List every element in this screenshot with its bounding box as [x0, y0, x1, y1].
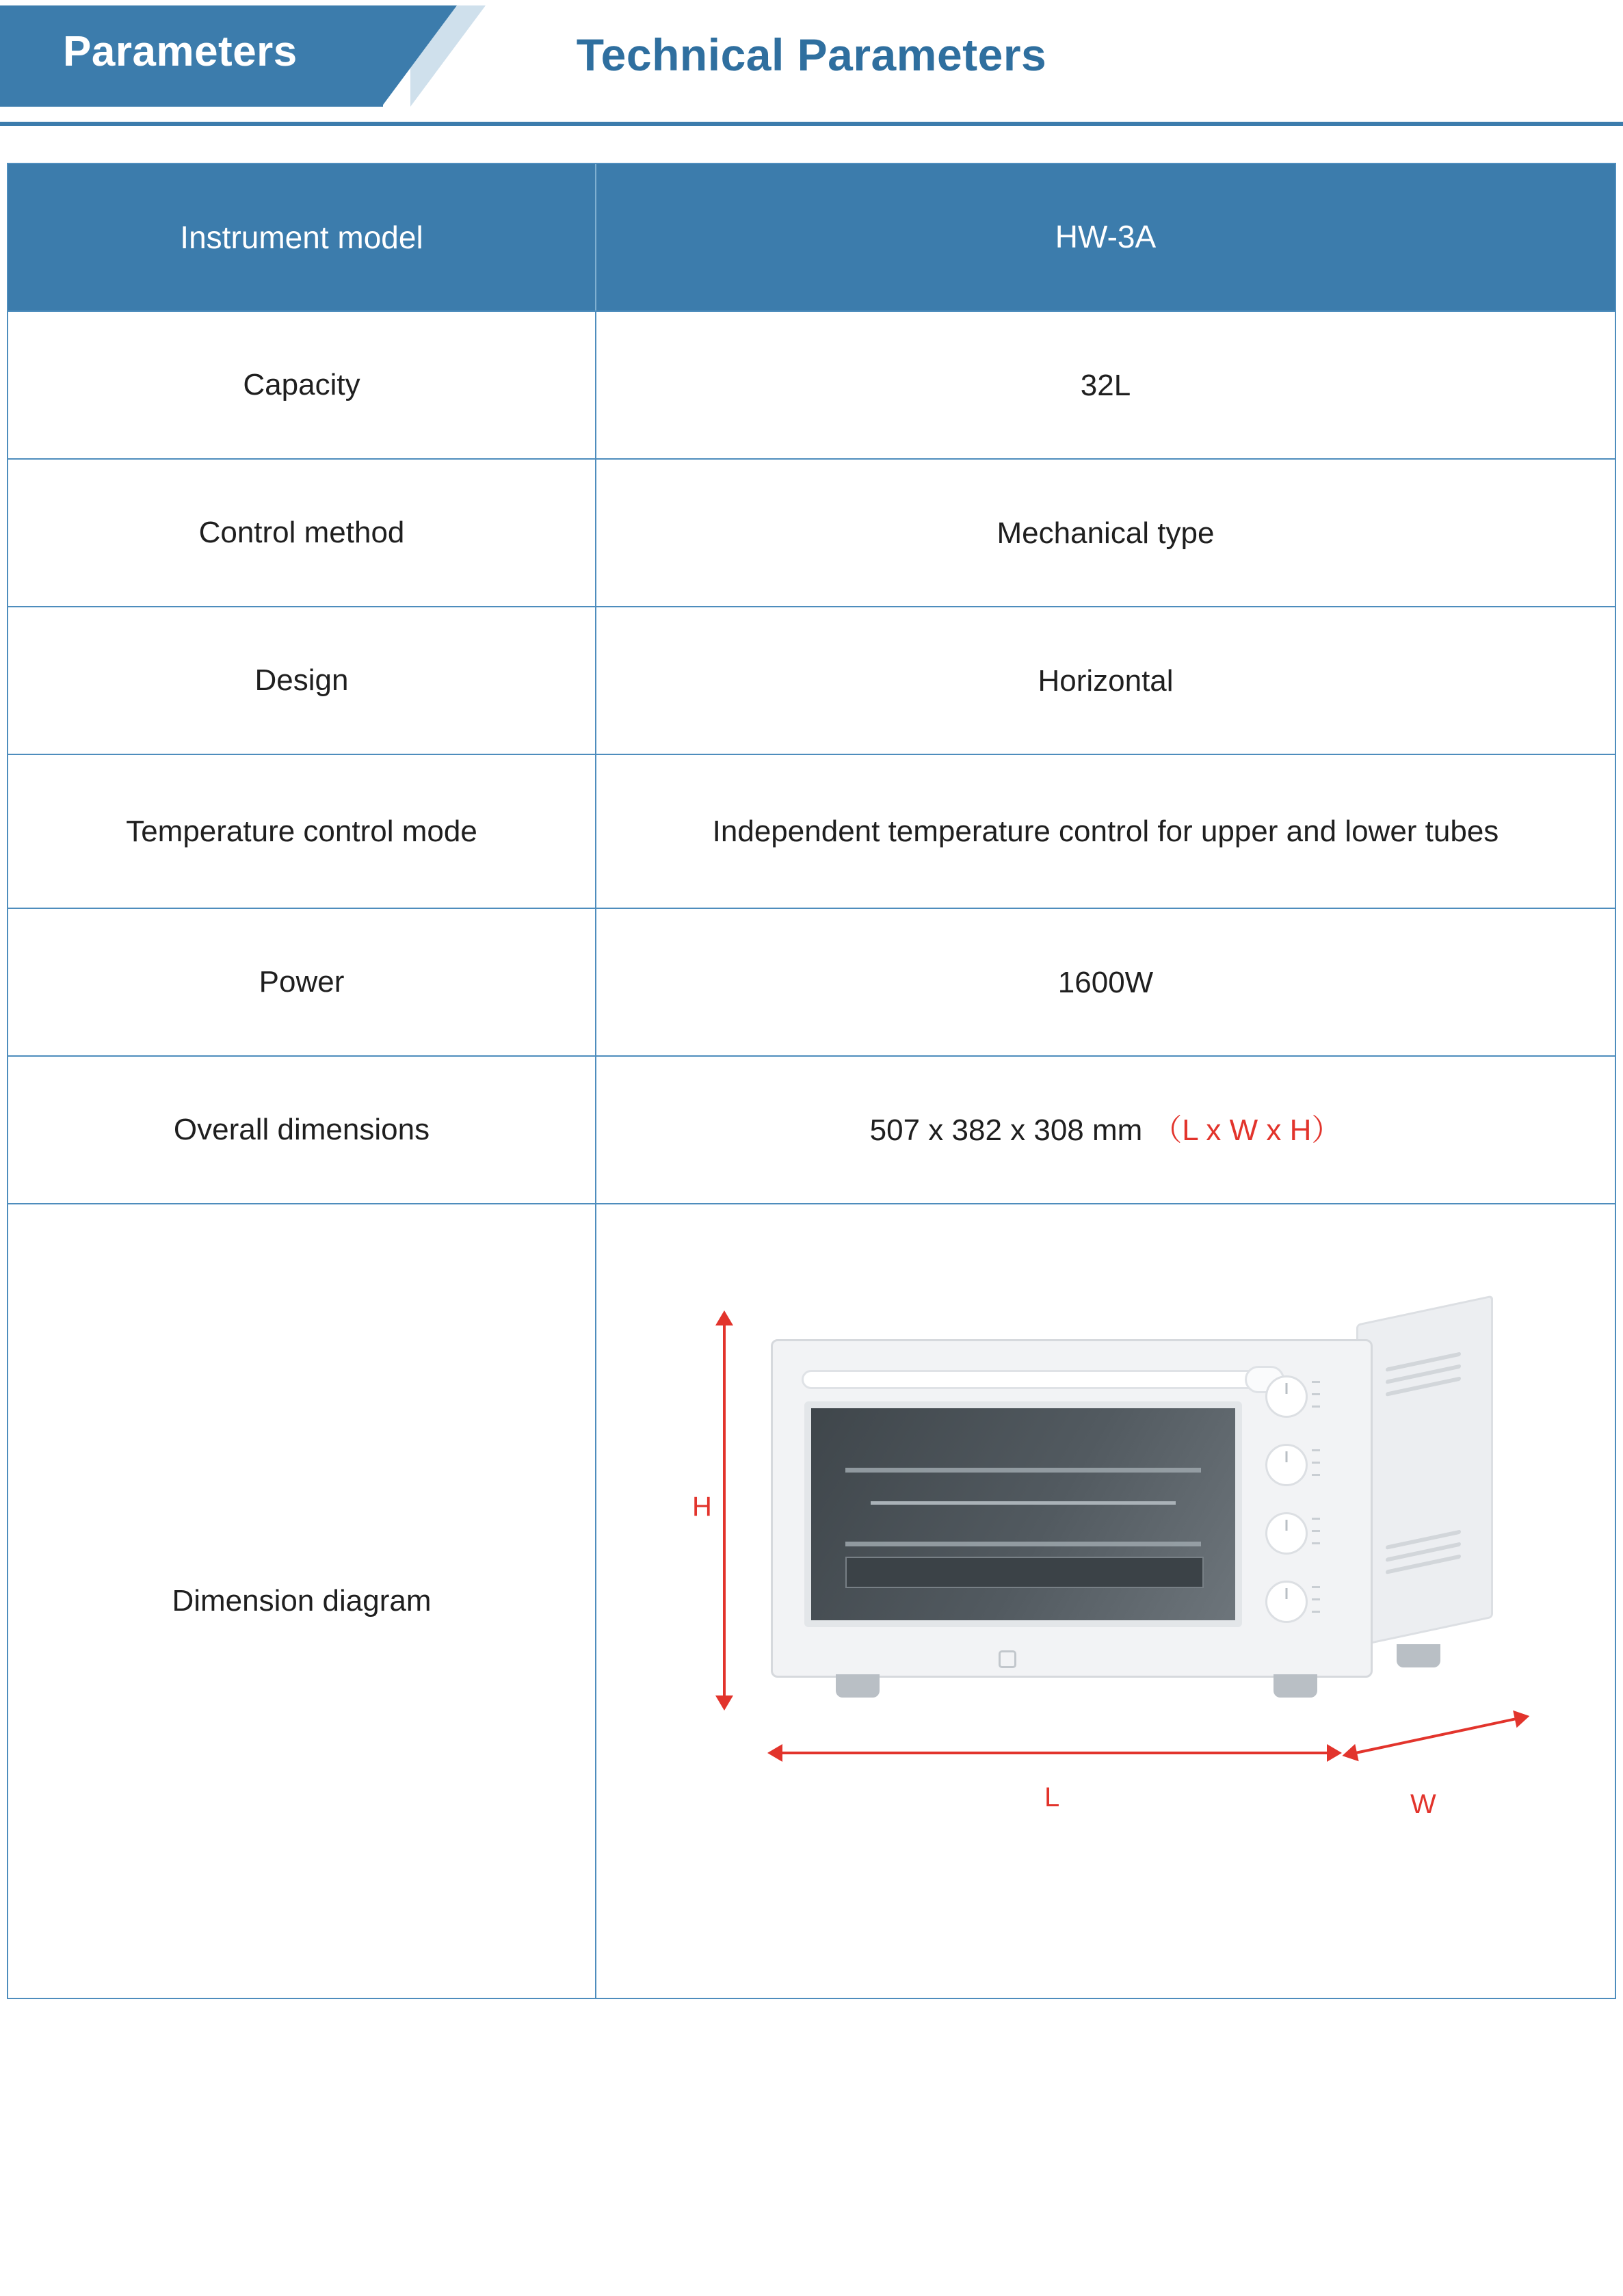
spec-value: HW-3A [1055, 219, 1157, 255]
knob-scale-icon [1312, 1375, 1354, 1418]
dimension-diagram [596, 1204, 1615, 1998]
spec-value: 1600W [1057, 965, 1154, 999]
spec-value: Independent temperature control for upper and lower tubes [712, 815, 1499, 848]
control-knob[interactable] [1265, 1512, 1308, 1555]
spec-label: Dimension diagram [8, 1204, 596, 1998]
table-row [8, 312, 1615, 460]
table-row [8, 164, 1615, 312]
dimension-note: （L x W x H） [1152, 1113, 1342, 1147]
width-label: W [1410, 1789, 1436, 1819]
spec-value: 32L [1080, 368, 1131, 402]
oven-rack [845, 1468, 1202, 1473]
table-row [8, 1204, 1615, 1998]
oven-door-window [804, 1401, 1242, 1627]
length-arrow [781, 1752, 1328, 1754]
oven-foot [836, 1674, 880, 1698]
table-row [8, 607, 1615, 755]
spec-label: Control method [8, 460, 596, 606]
oven-illustration [771, 1324, 1496, 1707]
dimension-value: 507 x 382 x 308 mm [869, 1113, 1143, 1147]
spec-label: Overall dimensions [8, 1057, 596, 1203]
knob-scale-icon [1312, 1444, 1354, 1486]
width-arrow [1356, 1717, 1517, 1754]
spec-value [596, 1057, 1615, 1203]
oven-rack [845, 1542, 1202, 1546]
oven-front-body [771, 1339, 1373, 1678]
spec-label: Capacity [8, 312, 596, 458]
oven-control-panel [1252, 1369, 1371, 1656]
knob-scale-icon [1312, 1581, 1354, 1623]
table-row [8, 1057, 1615, 1204]
parameters-tab-label: Parameters [63, 28, 298, 75]
oven-rotisserie [871, 1501, 1176, 1505]
oven-foot [1397, 1644, 1440, 1667]
height-arrow [723, 1324, 726, 1697]
spec-label: Power [8, 909, 596, 1055]
length-label: L [1044, 1782, 1060, 1812]
height-label: H [692, 1492, 712, 1522]
brand-logo-icon [999, 1650, 1016, 1668]
knob-scale-icon [1312, 1512, 1354, 1555]
table-row [8, 755, 1615, 909]
spec-label: Instrument model [8, 164, 596, 311]
page-title: Technical Parameters [576, 29, 1047, 80]
page-header [0, 0, 1623, 127]
spec-label: Design [8, 607, 596, 754]
oven-tray [845, 1557, 1204, 1588]
control-knob[interactable] [1265, 1375, 1308, 1418]
oven-side-panel [1356, 1295, 1493, 1647]
table-row [8, 909, 1615, 1057]
control-knob[interactable] [1265, 1581, 1308, 1623]
oven-door-handle [802, 1370, 1267, 1389]
spec-value: Horizontal [1038, 663, 1174, 698]
control-knob[interactable] [1265, 1444, 1308, 1486]
spec-value: Mechanical type [997, 516, 1215, 550]
oven-foot [1274, 1674, 1317, 1698]
table-row [8, 460, 1615, 607]
specs-table [7, 163, 1616, 1999]
header-divider [0, 122, 1623, 126]
spec-label: Temperature control mode [8, 755, 596, 908]
